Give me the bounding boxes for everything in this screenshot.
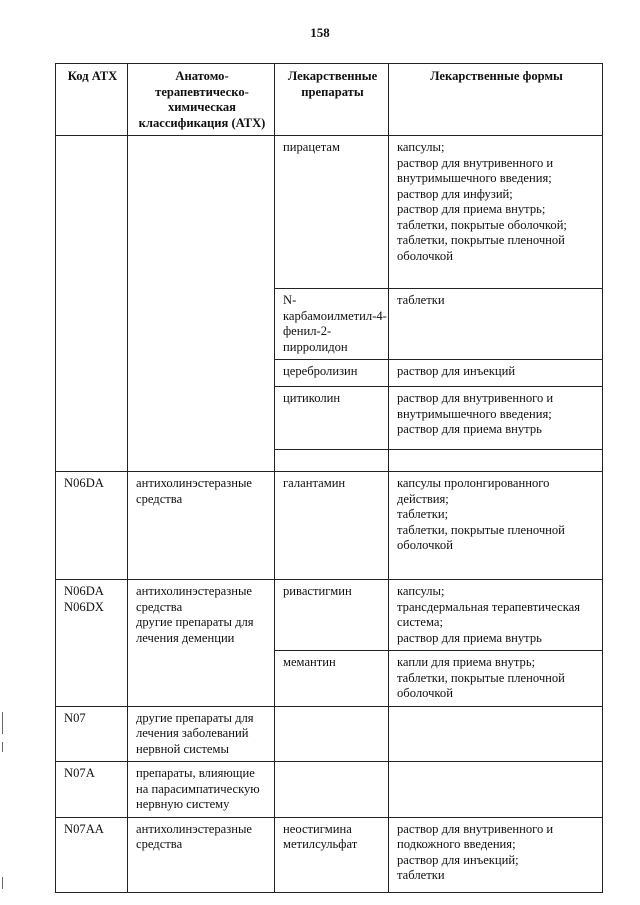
atx-classification-cell: другие препараты для лечения заболеваний нервной системы bbox=[128, 706, 275, 762]
scan-edge-mark bbox=[2, 742, 3, 752]
atx-classification-cell: препараты, влияющие на парасимпатическую нервную систему bbox=[128, 762, 275, 818]
table-row bbox=[56, 136, 603, 289]
drug-name-cell bbox=[275, 450, 389, 472]
table-body bbox=[56, 136, 603, 893]
drug-name-cell: мемантин bbox=[275, 651, 389, 707]
drug-forms-cell: раствор для внутривенного и внутримышечного введения; раствор для приема внутрь bbox=[389, 387, 603, 450]
header-code: Код АТХ bbox=[56, 64, 128, 136]
drug-forms-cell bbox=[389, 762, 603, 818]
table-row bbox=[56, 817, 603, 892]
drug-forms-cell: таблетки bbox=[389, 289, 603, 360]
atx-code-cell: N06DA bbox=[56, 472, 128, 580]
drug-name-cell bbox=[275, 762, 389, 818]
atx-code-cell: N07AA bbox=[56, 817, 128, 892]
atx-code-cell: N06DA N06DX bbox=[56, 580, 128, 707]
drug-forms-cell: капли для приема внутрь; таблетки, покрытые пленочной оболочкой bbox=[389, 651, 603, 707]
drug-forms-cell bbox=[389, 706, 603, 762]
atx-code-cell: N07A bbox=[56, 762, 128, 818]
drug-name-cell: ривастигмин bbox=[275, 580, 389, 651]
drug-forms-cell: капсулы пролонгированного действия; таблетки; таблетки, покрытые пленочной оболочкой bbox=[389, 472, 603, 580]
header-drugs: Лекарственные препараты bbox=[275, 64, 389, 136]
drug-forms-cell: раствор для инъекций bbox=[389, 360, 603, 387]
drug-name-cell: церебролизин bbox=[275, 360, 389, 387]
drug-forms-cell: раствор для внутривенного и подкожного введения; раствор для инъекций; таблетки bbox=[389, 817, 603, 892]
scan-edge-mark bbox=[2, 712, 3, 734]
atx-classification-cell: антихолинэстеразные средства другие препараты для лечения деменции bbox=[128, 580, 275, 707]
atx-classification-cell: антихолинэстеразные средства bbox=[128, 472, 275, 580]
table-row bbox=[56, 706, 603, 762]
drug-name-cell: N-карбамоилметил-4-фенил-2-пирролидон bbox=[275, 289, 389, 360]
drug-name-cell: пирацетам bbox=[275, 136, 389, 289]
drug-forms-cell: капсулы; раствор для внутривенного и внутримышечного введения; раствор для инфузий; раствор для приема внутрь; таблетки, покрытые оболочкой; таблетки, покрытые пленочной оболочкой bbox=[389, 136, 603, 289]
drug-forms-cell bbox=[389, 450, 603, 472]
drug-forms-cell: капсулы; трансдермальная терапевтическая система; раствор для приема внутрь bbox=[389, 580, 603, 651]
atx-classification-cell: антихолинэстеразные средства bbox=[128, 817, 275, 892]
table-row bbox=[56, 580, 603, 651]
table-row bbox=[56, 472, 603, 580]
drug-name-cell: неостигмина метилсульфат bbox=[275, 817, 389, 892]
header-forms: Лекарственные формы bbox=[389, 64, 603, 136]
page-number: 158 bbox=[310, 25, 330, 40]
atx-code-cell: N07 bbox=[56, 706, 128, 762]
header-row bbox=[56, 64, 603, 136]
scan-edge-mark bbox=[2, 877, 3, 889]
atx-table bbox=[55, 63, 603, 893]
drug-name-cell bbox=[275, 706, 389, 762]
table-row bbox=[56, 762, 603, 818]
header-classification: Анатомо-терапевтическо-химическая классификация (АТХ) bbox=[128, 64, 275, 136]
drug-name-cell: цитиколин bbox=[275, 387, 389, 450]
drug-name-cell: галантамин bbox=[275, 472, 389, 580]
atx-classification-cell bbox=[128, 136, 275, 472]
atx-code-cell bbox=[56, 136, 128, 472]
